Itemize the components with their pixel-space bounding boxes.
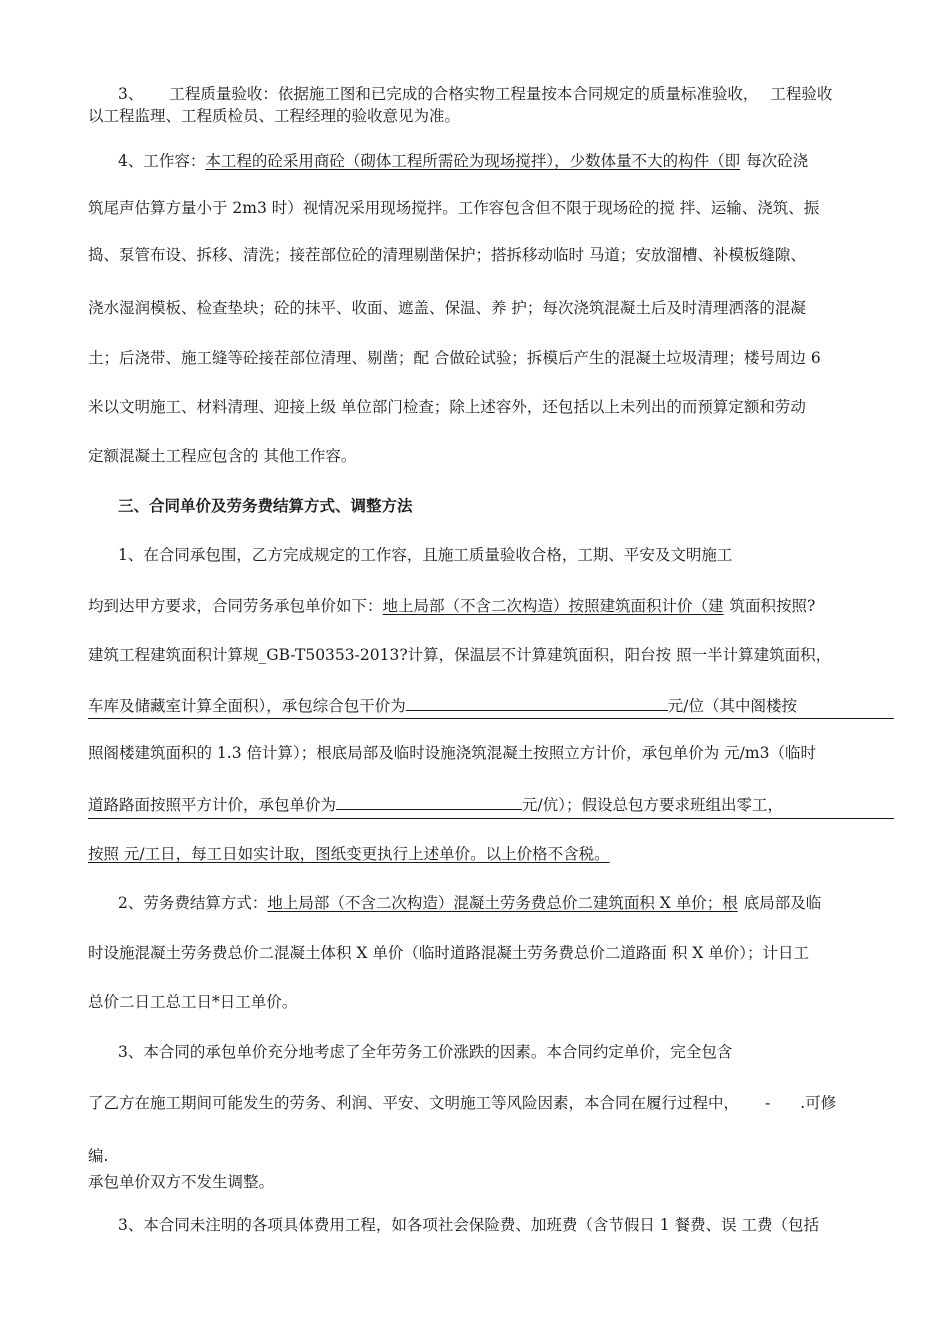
para-scope-line-3: 捣、泵管布设、拆移、清洗；接茬部位砼的清理剔凿保护；搭拆移动临时 马道；安放溜槽、补模板缝隙、 [88,246,806,264]
para-price-line-3: 建筑工程建筑面积计算规_GB-T50353-2013?计算，保温层不计算建筑面积，阳台按 照一半计算建筑面积， [88,646,832,664]
para-adjust-tail: .可修 [800,1094,837,1112]
para-price-line-2 [88,596,815,616]
para-settlement-line-3: 总价二日工总工日*日工单价。 [88,993,298,1011]
para-quality-line-1 [118,84,832,104]
para-adjust-line-2-text: 了乙方在施工期间可能发生的劳务、利润、平安、文明施工等风险因素，本合同在履行过程中， [88,1094,740,1112]
para-settlement-tail: 底局部及临 [743,894,822,912]
para-scope-tail: 每次砼浇 [746,152,809,170]
para-adjust-line-4: 承包单价双方不发生调整。 [88,1173,275,1191]
para-price-line-6-lead: 道路路面按照平方计价，承包单价为 [88,796,337,814]
para-price-line-7: 按照 元/工日，每工日如实计取，图纸变更执行上述单价。以上价格不含税。 [88,845,610,863]
para-settlement-line-2: 时设施混凝土劳务费总价二混凝土体积 X 单价（临时道路混凝土劳务费总价二道路面 积 X 单价）；计日工 [88,944,809,962]
para-scope-underlined: 本工程的砼采用商砼（砌体工程所需砼为现场搅拌），少数体量不大的构件（即 [205,152,741,170]
para-price-line-2-tail: 筑面积按照? [729,597,816,615]
para-adjust-line-2 [88,1093,836,1113]
para-price-line-5: 照阁楼建筑面积的 1.3 倍计算）；根底局部及临时设施浇筑混凝土按照立方计价，承包单价为 元/m3（临时 [88,744,816,762]
para-scope-line-4: 浇水湿润模板、检查垫块；砼的抹平、收面、遮盖、保温、养 护；每次浇筑混凝土后及时清理洒落的混凝 [88,299,806,317]
horizontal-rule [88,818,894,819]
para-settlement-underlined: 地上局部（不含二次构造）混凝土劳务费总价二建筑面积 X 单价；根 [267,894,738,912]
para-quality-tail: 工程验收 [770,85,833,103]
para-quality-text: 工程质量验收：依据施工图和已完成的合格实物工程量按本合同规定的质量标准验收， [169,85,759,103]
para-price-line-4-tail: 元/位（其中阁楼按 [667,697,797,715]
road-unit-price-blank[interactable] [336,793,522,810]
para-price-line-4 [88,694,797,716]
para-price-line-6-tail: 元/伉）；假设总包方要求班组出零工， [522,796,783,814]
para-scope-line-7: 定额混凝土工程应包含的 其他工作容。 [88,447,357,465]
para-adjust-line-1: 3、本合同的承包单价充分地考虑了全年劳务工价涨跌的因素。本合同约定单价，完全包含 [118,1043,733,1061]
section-3-heading: 三、合同单价及劳务费结算方式、调整方法 [118,496,413,515]
para-scope-label: 4、工作容： [118,152,206,170]
para-scope-line-5: 土；后浇带、施工缝等砼接茬部位清理、剔凿；配 合做砼试验；拆模后产生的混凝土垃圾清理；楼号周边 6 [88,349,821,367]
lump-sum-price-blank[interactable] [406,694,668,711]
para-scope-line-1 [118,151,808,171]
para-settlement-line-1 [118,893,821,913]
horizontal-rule [88,718,894,719]
para-other-fees-line-1: 3、本合同未注明的各项具体费用工程，如各项社会保险费、加班费（含节假日 1 餐费、误 工费（包括 [118,1216,820,1234]
para-settlement-label: 2、劳务费结算方式： [118,894,268,912]
para-adjust-line-3: 编. [88,1147,109,1165]
para-quality-number: 3、 [118,85,144,103]
para-price-line-2-lead: 均到达甲方要求，合同劳务承包单价如下： [88,597,383,615]
para-scope-line-6: 米以文明施工、材料清理、迎接上级 单位部门检查；除上述容外，还包括以上未列出的而预算定额和劳动 [88,398,806,416]
para-price-line-2-underlined: 地上局部（不含二次构造）按照建筑面积计价（建 [382,597,724,615]
para-price-line-1: 1、在合同承包围，乙方完成规定的工作容，且施工质量验收合格，工期、平安及文明施工 [118,546,733,564]
para-scope-line-2: 筑尾声估算方量小于 2m3 时）视情况采用现场搅拌。工作容包含但不限于现场砼的搅 拌、运输、浇筑、振 [88,199,820,217]
para-price-line-4-lead: 车库及储藏室计算全面积），承包综合包干价为 [88,697,406,715]
para-price-line-6 [88,793,783,815]
para-adjust-dash: - [765,1094,771,1112]
para-quality-line-2: 以工程监理、工程质检员、工程经理的验收意见为准。 [88,107,461,125]
